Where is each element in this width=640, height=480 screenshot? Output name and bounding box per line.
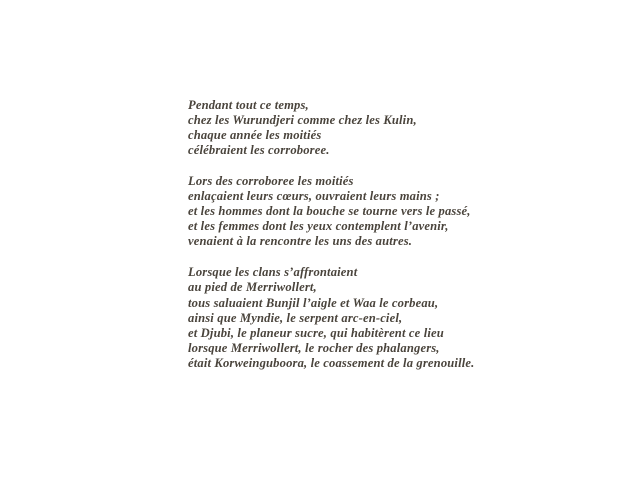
- poem-line: venaient à la rencontre les uns des autres.: [188, 234, 413, 249]
- poem-line: et les femmes dont les yeux contemplent l’avenir,: [188, 219, 449, 234]
- poem-stanza: [188, 174, 608, 249]
- poem-stanza: [188, 265, 608, 370]
- poem-line: au pied de Merriwollert,: [188, 280, 317, 295]
- poem-line: chaque année les moitiés: [188, 128, 322, 143]
- poem-line: ainsi que Myndie, le serpent arc-en-ciel,: [188, 310, 403, 325]
- poem-line: et les hommes dont la bouche se tourne vers le passé,: [188, 204, 471, 219]
- poem-line: était Korweinguboora, le coassement de la grenouille.: [188, 355, 475, 370]
- poem-line: Lors des corroboree les moitiés: [188, 174, 354, 189]
- poem-line: célébraient les corroboree.: [188, 143, 330, 158]
- poem-line: Lorsque les clans s’affrontaient: [188, 265, 358, 280]
- poem-line: et Djubi, le planeur sucre, qui habitèrent ce lieu: [188, 325, 444, 340]
- poem-body: [188, 98, 608, 371]
- poem-stanza: [188, 98, 608, 158]
- poem-line: tous saluaient Bunjil l’aigle et Waa le corbeau,: [188, 295, 439, 310]
- poem-line: lorsque Merriwollert, le rocher des phalangers,: [188, 340, 440, 355]
- poem-line: chez les Wurundjeri comme chez les Kulin,: [188, 113, 417, 128]
- poem-line: Pendant tout ce temps,: [188, 98, 309, 112]
- poem-line: enlaçaient leurs cœurs, ouvraient leurs mains ;: [188, 189, 440, 204]
